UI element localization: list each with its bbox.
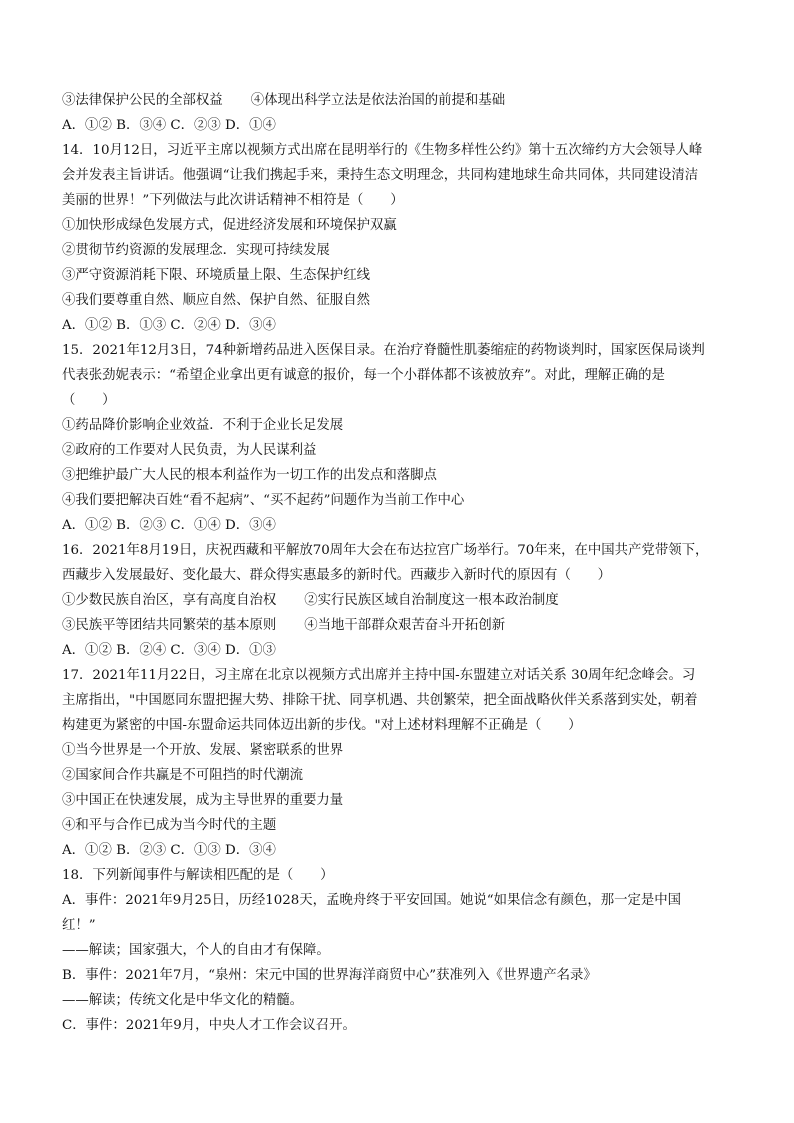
text-line: 主席指出，"中国愿同东盟把握大势、排除干扰、同享机遇、共创繁荣，把全面战略伙伴关系落到实处，朝着: [62, 693, 698, 708]
option-text: ④当地干部群众艰苦奋斗开拓创新: [304, 618, 506, 633]
question-17: 17．2021年11月22日，习主席在北京以视频方式出席并主持中国-东盟建立对话关系 30周年纪念峰会。习: [62, 668, 696, 683]
text-line: 西藏步入发展最好、变化最大、群众得实惠最多的新时代。西藏步入新时代的原因有（ ）: [62, 568, 612, 583]
text-line: 构建更为紧密的中国-东盟命运共同体迈出新的步伐。"对上述材料理解不正确是（ ）: [62, 718, 582, 733]
document-page: [62, 88, 742, 1038]
answer-choices: A．①② B．②③ C．①③ D．③④: [62, 843, 276, 858]
question-18: 18．下列新闻事件与解读相匹配的是（ ）: [62, 868, 334, 883]
option-text: ③中国正在快速发展，成为主导世界的重要力量: [62, 793, 344, 808]
text-line: 红！”: [62, 918, 96, 933]
text-line: 美丽的世界！”下列做法与此次讲话精神不相符是（ ）: [62, 193, 404, 208]
answer-choices: A．①② B．①③ C．②④ D．③④: [62, 318, 276, 333]
option-text: ②贯彻节约资源的发展理念．实现可持续发展: [62, 243, 330, 258]
text-line: [62, 588, 742, 613]
option-text: ③严守资源消耗下限、环境质量上限、生态保护红线: [62, 268, 370, 283]
option-text: ④我们要尊重自然、顺应自然、保护自然、征服自然: [62, 293, 370, 308]
option-text: ①加快形成绿色发展方式，促进经济发展和环境保护双赢: [62, 218, 397, 233]
text-line: ——解读；国家强大，个人的自由才有保障。: [62, 943, 330, 958]
text-line: B．事件：2021年7月，“泉州：宋元中国的世界海洋商贸中心”获准列入《世界遗产名录》: [62, 968, 597, 983]
text-line: A．事件：2021年9月25日，历经1028天，孟晚舟终于平安回国。她说“如果信念有颜色，那一定是中国: [62, 893, 682, 908]
answer-choices: A．①② B．②④ C．③④ D．①③: [62, 643, 276, 658]
text-line: 代表张劲妮表示：“希望企业拿出更有诚意的报价，每一个小群体都不该被放弃”。对此，理解正确的是: [62, 368, 665, 383]
option-text: ③民族平等团结共同繁荣的基本原则: [62, 618, 277, 633]
option-text: ④我们要把解决百姓“看不起病”、“买不起药”问题作为当前工作中心: [62, 493, 465, 508]
option-text: ③法律保护公民的全部权益: [62, 93, 223, 108]
question-14: 14．10月12日，习近平主席以视频方式出席在昆明举行的《生物多样性公约》第十五次缔约方大会领导人峰: [62, 143, 703, 158]
option-text: ④体现出科学立法是依法治国的前提和基础: [250, 93, 506, 108]
option-text: ①药品降价影响企业效益．不利于企业长足发展: [62, 418, 344, 433]
option-text: ②国家间合作共赢是不可阻挡的时代潮流: [62, 768, 304, 783]
question-16: 16．2021年8月19日，庆祝西藏和平解放70周年大会在布达拉宫广场举行。70年来，在中国共产党带领下，: [62, 543, 709, 558]
option-text: ④和平与合作已成为当今时代的主题: [62, 818, 277, 833]
answer-choices: A．①② B．②③ C．①④ D．③④: [62, 518, 276, 533]
option-text: ①当今世界是一个开放、发展、紧密联系的世界: [62, 743, 344, 758]
text-line: ——解读；传统文化是中华文化的精髓。: [62, 993, 304, 1008]
text-line: （ ）: [62, 393, 116, 408]
option-text: ③把维护最广大人民的根本利益作为一切工作的出发点和落脚点: [62, 468, 437, 483]
answer-choices: A．①② B．③④ C．②③ D．①④: [62, 118, 276, 133]
option-text: ①少数民族自治区，享有高度自治权: [62, 593, 277, 608]
text-line: [62, 613, 742, 638]
text-line: C．事件：2021年9月，中央人才工作会议召开。: [62, 1018, 356, 1033]
option-text: ②政府的工作要对人民负责，为人民谋利益: [62, 443, 317, 458]
text-line: 会并发表主旨讲话。他强调“让我们携起手来，秉持生态文明理念，共同构建地球生命共同体，共同建设清洁: [62, 168, 699, 183]
text-line: [62, 88, 742, 113]
question-15: 15．2021年12月3日，74种新增药品进入医保目录。在治疗脊髓性肌萎缩症的药物谈判时，国家医保局谈判: [62, 343, 705, 358]
option-text: ②实行民族区域自治制度这一根本政治制度: [304, 593, 559, 608]
